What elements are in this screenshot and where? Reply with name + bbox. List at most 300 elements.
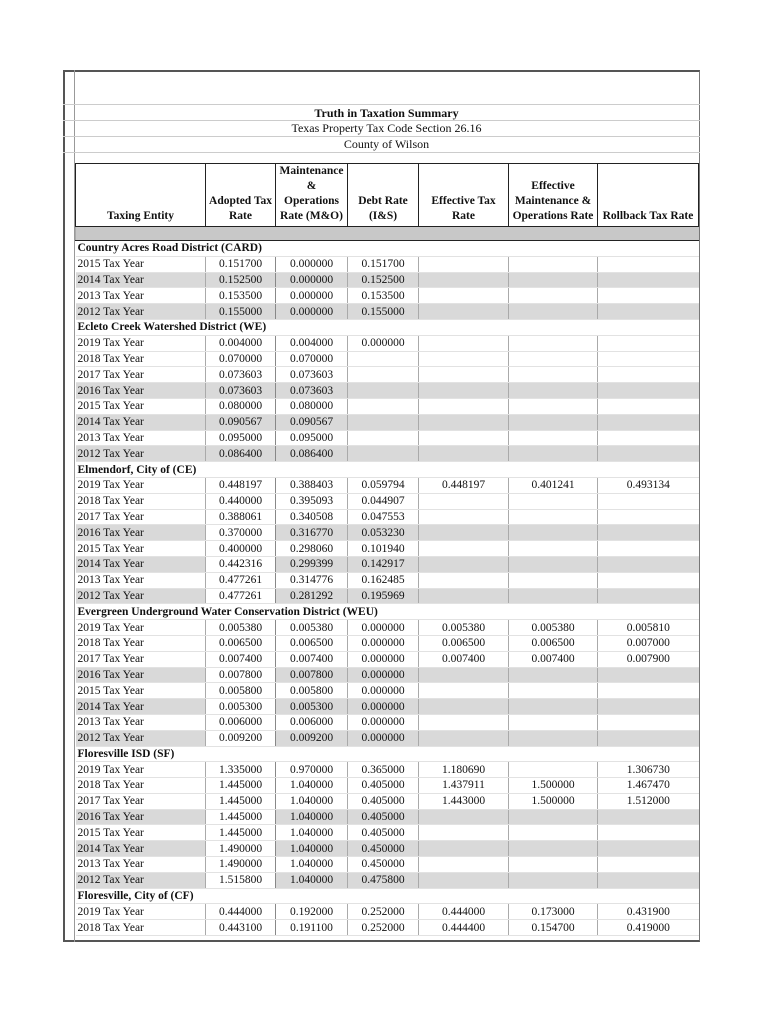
mo-rate-cell: 0.281292 [276, 588, 348, 604]
effective-rate-cell [419, 872, 509, 888]
adopted-rate-cell: 1.445000 [206, 809, 276, 825]
debt-rate-cell: 0.000000 [348, 635, 419, 651]
mo-rate-cell: 0.000000 [276, 256, 348, 272]
tax-year: 2015 Tax Year [76, 256, 206, 272]
table-row [76, 572, 699, 588]
effective-rate-cell: 1.180690 [419, 762, 509, 778]
mo-rate-cell: 0.005380 [276, 620, 348, 636]
debt-rate-cell: 0.152500 [348, 272, 419, 288]
mo-rate-cell: 0.005300 [276, 699, 348, 715]
rollback-rate-cell [598, 809, 699, 825]
effective-mo-rate-cell [509, 335, 598, 351]
effective-mo-rate-cell [509, 398, 598, 414]
rollback-rate-cell [598, 256, 699, 272]
tax-year: 2016 Tax Year [76, 809, 206, 825]
effective-mo-rate-cell: 1.500000 [509, 793, 598, 809]
effective-mo-rate-cell: 0.007400 [509, 651, 598, 667]
effective-rate-cell [419, 304, 509, 320]
tax-year: 2017 Tax Year [76, 793, 206, 809]
section-header [76, 462, 699, 478]
table-row [76, 367, 699, 383]
table-row [76, 256, 699, 272]
adopted-rate-cell: 0.388061 [206, 509, 276, 525]
mo-rate-cell: 0.000000 [276, 288, 348, 304]
table-row [76, 762, 699, 778]
tax-year: 2014 Tax Year [76, 414, 206, 430]
table-row [76, 904, 699, 920]
adopted-rate-cell: 0.007800 [206, 667, 276, 683]
tax-year: 2018 Tax Year [76, 351, 206, 367]
mo-rate-cell: 0.004000 [276, 335, 348, 351]
mo-rate-cell: 1.040000 [276, 809, 348, 825]
debt-rate-cell [348, 383, 419, 399]
table-row [76, 667, 699, 683]
rollback-rate-cell [598, 304, 699, 320]
adopted-rate-cell: 0.442316 [206, 556, 276, 572]
rollback-rate-cell [598, 525, 699, 541]
tax-year: 2015 Tax Year [76, 683, 206, 699]
mo-rate-cell: 0.970000 [276, 762, 348, 778]
effective-rate-cell [419, 857, 509, 873]
effective-rate-cell: 0.007400 [419, 651, 509, 667]
tax-year: 2015 Tax Year [76, 398, 206, 414]
table-row [76, 556, 699, 572]
mo-rate-cell: 1.040000 [276, 857, 348, 873]
rollback-rate-cell [598, 667, 699, 683]
debt-rate-cell: 0.365000 [348, 762, 419, 778]
mo-rate-cell: 0.006000 [276, 714, 348, 730]
tax-year: 2015 Tax Year [76, 825, 206, 841]
rollback-rate-cell: 0.493134 [598, 477, 699, 493]
effective-rate-cell [419, 256, 509, 272]
adopted-rate-cell: 0.400000 [206, 541, 276, 557]
debt-rate-cell: 0.059794 [348, 477, 419, 493]
debt-rate-cell: 0.405000 [348, 825, 419, 841]
tax-year: 2016 Tax Year [76, 667, 206, 683]
tax-year: 2013 Tax Year [76, 288, 206, 304]
tax-year: 2013 Tax Year [76, 714, 206, 730]
debt-rate-cell [348, 430, 419, 446]
effective-rate-cell [419, 430, 509, 446]
tax-year: 2017 Tax Year [76, 367, 206, 383]
debt-rate-cell [348, 351, 419, 367]
rollback-rate-cell [598, 699, 699, 715]
rollback-rate-cell [598, 714, 699, 730]
rollback-rate-cell: 1.467470 [598, 778, 699, 794]
mo-rate-cell: 0.073603 [276, 367, 348, 383]
rollback-rate-cell [598, 430, 699, 446]
table-row [76, 920, 699, 936]
report-subtitle: Texas Property Tax Code Section 26.16 [291, 121, 482, 135]
effective-rate-cell: 0.448197 [419, 477, 509, 493]
effective-mo-rate-cell [509, 446, 598, 462]
table-row [76, 588, 699, 604]
debt-rate-cell: 0.252000 [348, 920, 419, 936]
rollback-rate-cell [598, 509, 699, 525]
tax-year: 2012 Tax Year [76, 304, 206, 320]
adopted-rate-cell: 1.335000 [206, 762, 276, 778]
effective-rate-cell [419, 809, 509, 825]
effective-mo-rate-cell [509, 825, 598, 841]
table-row [76, 620, 699, 636]
effective-rate-cell [419, 683, 509, 699]
table-row [76, 857, 699, 873]
debt-rate-cell: 0.047553 [348, 509, 419, 525]
tax-year: 2019 Tax Year [76, 904, 206, 920]
rollback-rate-cell [598, 683, 699, 699]
debt-rate-cell: 0.101940 [348, 541, 419, 557]
adopted-rate-cell: 0.007400 [206, 651, 276, 667]
rollback-rate-cell: 0.431900 [598, 904, 699, 920]
rollback-rate-cell [598, 872, 699, 888]
mo-rate-cell: 0.007400 [276, 651, 348, 667]
table-row [76, 509, 699, 525]
adopted-rate-cell: 0.009200 [206, 730, 276, 746]
effective-mo-rate-cell [509, 762, 598, 778]
debt-rate-cell: 0.195969 [348, 588, 419, 604]
tax-year: 2019 Tax Year [76, 620, 206, 636]
effective-rate-cell [419, 699, 509, 715]
tax-year: 2016 Tax Year [76, 525, 206, 541]
effective-rate-cell [419, 588, 509, 604]
debt-rate-cell: 0.162485 [348, 572, 419, 588]
effective-rate-cell [419, 730, 509, 746]
debt-rate-cell: 0.151700 [348, 256, 419, 272]
separator-band [76, 227, 699, 241]
tax-year: 2017 Tax Year [76, 651, 206, 667]
effective-mo-rate-cell [509, 351, 598, 367]
table-row [76, 525, 699, 541]
table-row [76, 825, 699, 841]
adopted-rate-cell: 0.440000 [206, 493, 276, 509]
tax-year: 2014 Tax Year [76, 272, 206, 288]
effective-mo-rate-cell [509, 588, 598, 604]
debt-rate-cell: 0.000000 [348, 714, 419, 730]
debt-rate-cell: 0.475800 [348, 872, 419, 888]
rollback-rate-cell [598, 493, 699, 509]
rollback-rate-cell [598, 556, 699, 572]
adopted-rate-cell: 0.006000 [206, 714, 276, 730]
mo-rate-cell: 0.191100 [276, 920, 348, 936]
rollback-rate-cell [598, 841, 699, 857]
effective-mo-rate-cell [509, 383, 598, 399]
section-header [76, 746, 699, 762]
tax-year: 2019 Tax Year [76, 477, 206, 493]
mo-rate-cell: 1.040000 [276, 872, 348, 888]
rollback-rate-cell [598, 730, 699, 746]
tax-rate-table [75, 163, 699, 936]
mo-rate-cell: 0.395093 [276, 493, 348, 509]
effective-mo-rate-cell [509, 667, 598, 683]
adopted-rate-cell: 1.515800 [206, 872, 276, 888]
section-name: Ecleto Creek Watershed District (WE) [76, 319, 699, 335]
effective-rate-cell [419, 414, 509, 430]
debt-rate-cell: 0.405000 [348, 809, 419, 825]
rollback-rate-cell [598, 398, 699, 414]
effective-rate-cell: 0.005380 [419, 620, 509, 636]
effective-mo-rate-cell [509, 256, 598, 272]
adopted-rate-cell: 0.005380 [206, 620, 276, 636]
table-row [76, 351, 699, 367]
mo-rate-cell: 1.040000 [276, 825, 348, 841]
effective-mo-rate-cell: 0.173000 [509, 904, 598, 920]
effective-rate-cell: 0.444400 [419, 920, 509, 936]
rollback-rate-cell [598, 383, 699, 399]
effective-mo-rate-cell [509, 730, 598, 746]
adopted-rate-cell: 0.004000 [206, 335, 276, 351]
tax-year: 2014 Tax Year [76, 699, 206, 715]
mo-rate-cell: 0.000000 [276, 272, 348, 288]
debt-rate-cell [348, 414, 419, 430]
section-name: Elmendorf, City of (CE) [76, 462, 699, 478]
table-row [76, 383, 699, 399]
report-title: Truth in Taxation Summary [314, 106, 459, 120]
effective-mo-rate-cell [509, 809, 598, 825]
effective-rate-cell [419, 509, 509, 525]
section-name: Country Acres Road District (CARD) [76, 241, 699, 257]
mo-rate-cell: 0.007800 [276, 667, 348, 683]
tax-year: 2012 Tax Year [76, 446, 206, 462]
effective-mo-rate-cell [509, 430, 598, 446]
rollback-rate-cell [598, 414, 699, 430]
table-row [76, 793, 699, 809]
tax-year: 2012 Tax Year [76, 588, 206, 604]
tax-year: 2013 Tax Year [76, 857, 206, 873]
table-row [76, 272, 699, 288]
rollback-rate-cell: 0.007000 [598, 635, 699, 651]
mo-rate-cell: 0.073603 [276, 383, 348, 399]
table-row [76, 841, 699, 857]
effective-rate-cell [419, 367, 509, 383]
mo-rate-cell: 1.040000 [276, 793, 348, 809]
debt-rate-cell: 0.000000 [348, 620, 419, 636]
table-row [76, 683, 699, 699]
table-row [76, 477, 699, 493]
effective-rate-cell [419, 841, 509, 857]
debt-rate-cell: 0.044907 [348, 493, 419, 509]
table-row [76, 446, 699, 462]
effective-mo-rate-cell [509, 288, 598, 304]
table-row [76, 699, 699, 715]
header-row [76, 164, 699, 227]
debt-rate-cell: 0.000000 [348, 335, 419, 351]
mo-rate-cell: 0.080000 [276, 398, 348, 414]
effective-mo-rate-cell [509, 857, 598, 873]
adopted-rate-cell: 1.445000 [206, 793, 276, 809]
table-row [76, 651, 699, 667]
debt-rate-cell: 0.405000 [348, 778, 419, 794]
debt-rate-cell: 0.053230 [348, 525, 419, 541]
adopted-rate-cell: 1.445000 [206, 825, 276, 841]
mo-rate-cell: 0.314776 [276, 572, 348, 588]
effective-mo-rate-cell: 0.006500 [509, 635, 598, 651]
adopted-rate-cell: 1.445000 [206, 778, 276, 794]
tax-year: 2012 Tax Year [76, 730, 206, 746]
debt-rate-cell [348, 398, 419, 414]
adopted-rate-cell: 1.490000 [206, 857, 276, 873]
col-rollback-tax-rate: Rollback Tax Rate [598, 164, 699, 227]
rollback-rate-cell [598, 335, 699, 351]
mo-rate-cell: 0.316770 [276, 525, 348, 541]
debt-rate-cell: 0.450000 [348, 841, 419, 857]
col-mo-rate: Maintenance & Operations Rate (M&O) [276, 164, 348, 227]
effective-rate-cell [419, 714, 509, 730]
band-cell [76, 227, 699, 241]
table-row [76, 635, 699, 651]
adopted-rate-cell: 0.095000 [206, 430, 276, 446]
adopted-rate-cell: 0.090567 [206, 414, 276, 430]
adopted-rate-cell: 0.152500 [206, 272, 276, 288]
effective-rate-cell [419, 383, 509, 399]
debt-rate-cell: 0.000000 [348, 683, 419, 699]
effective-mo-rate-cell: 0.005380 [509, 620, 598, 636]
debt-rate-cell: 0.450000 [348, 857, 419, 873]
adopted-rate-cell: 0.073603 [206, 383, 276, 399]
effective-mo-rate-cell: 0.401241 [509, 477, 598, 493]
adopted-rate-cell: 0.005800 [206, 683, 276, 699]
effective-rate-cell [419, 288, 509, 304]
effective-mo-rate-cell [509, 414, 598, 430]
adopted-rate-cell: 0.073603 [206, 367, 276, 383]
effective-mo-rate-cell [509, 541, 598, 557]
mo-rate-cell: 0.298060 [276, 541, 348, 557]
tax-year: 2014 Tax Year [76, 556, 206, 572]
mo-rate-cell: 0.000000 [276, 304, 348, 320]
debt-rate-cell [348, 367, 419, 383]
adopted-rate-cell: 0.477261 [206, 588, 276, 604]
debt-rate-cell: 0.252000 [348, 904, 419, 920]
debt-rate-cell: 0.000000 [348, 699, 419, 715]
rollback-rate-cell: 1.512000 [598, 793, 699, 809]
effective-mo-rate-cell [509, 509, 598, 525]
effective-mo-rate-cell [509, 683, 598, 699]
adopted-rate-cell: 0.444000 [206, 904, 276, 920]
mo-rate-cell: 0.009200 [276, 730, 348, 746]
debt-rate-cell [348, 446, 419, 462]
effective-rate-cell [419, 541, 509, 557]
debt-rate-cell: 0.000000 [348, 730, 419, 746]
section-header [76, 241, 699, 257]
effective-rate-cell [419, 493, 509, 509]
tax-year: 2018 Tax Year [76, 635, 206, 651]
tax-year: 2018 Tax Year [76, 493, 206, 509]
tax-year: 2019 Tax Year [76, 335, 206, 351]
section-name: Floresville ISD (SF) [76, 746, 699, 762]
adopted-rate-cell: 0.005300 [206, 699, 276, 715]
adopted-rate-cell: 0.448197 [206, 477, 276, 493]
mo-rate-cell: 0.095000 [276, 430, 348, 446]
effective-mo-rate-cell [509, 872, 598, 888]
effective-rate-cell [419, 398, 509, 414]
table-row [76, 809, 699, 825]
effective-rate-cell [419, 667, 509, 683]
mo-rate-cell: 0.388403 [276, 477, 348, 493]
rollback-rate-cell [598, 351, 699, 367]
effective-mo-rate-cell: 0.154700 [509, 920, 598, 936]
effective-mo-rate-cell [509, 572, 598, 588]
adopted-rate-cell: 0.443100 [206, 920, 276, 936]
table-row [76, 714, 699, 730]
tax-year: 2013 Tax Year [76, 430, 206, 446]
table-row [76, 335, 699, 351]
effective-mo-rate-cell [509, 699, 598, 715]
tax-year: 2015 Tax Year [76, 541, 206, 557]
section-name: Floresville, City of (CF) [76, 888, 699, 904]
tax-year: 2018 Tax Year [76, 778, 206, 794]
mo-rate-cell: 1.040000 [276, 778, 348, 794]
effective-rate-cell: 1.443000 [419, 793, 509, 809]
mo-rate-cell: 0.192000 [276, 904, 348, 920]
effective-rate-cell [419, 525, 509, 541]
mo-rate-cell: 0.006500 [276, 635, 348, 651]
tax-year: 2018 Tax Year [76, 920, 206, 936]
mo-rate-cell: 0.340508 [276, 509, 348, 525]
debt-rate-cell: 0.155000 [348, 304, 419, 320]
adopted-rate-cell: 0.006500 [206, 635, 276, 651]
col-effective-tax-rate: Effective Tax Rate [419, 164, 509, 227]
mo-rate-cell: 1.040000 [276, 841, 348, 857]
section-header [76, 888, 699, 904]
mo-rate-cell: 0.086400 [276, 446, 348, 462]
table-row [76, 430, 699, 446]
effective-mo-rate-cell [509, 367, 598, 383]
effective-rate-cell: 1.437911 [419, 778, 509, 794]
tax-year: 2019 Tax Year [76, 762, 206, 778]
effective-mo-rate-cell [509, 841, 598, 857]
adopted-rate-cell: 0.153500 [206, 288, 276, 304]
col-debt-rate: Debt Rate (I&S) [348, 164, 419, 227]
effective-rate-cell [419, 572, 509, 588]
mo-rate-cell: 0.005800 [276, 683, 348, 699]
adopted-rate-cell: 0.155000 [206, 304, 276, 320]
rollback-rate-cell: 0.005810 [598, 620, 699, 636]
table-row [76, 414, 699, 430]
tax-year: 2016 Tax Year [76, 383, 206, 399]
adopted-rate-cell: 0.080000 [206, 398, 276, 414]
mo-rate-cell: 0.070000 [276, 351, 348, 367]
rollback-rate-cell [598, 446, 699, 462]
effective-mo-rate-cell [509, 556, 598, 572]
effective-rate-cell [419, 351, 509, 367]
rollback-rate-cell [598, 367, 699, 383]
effective-rate-cell [419, 272, 509, 288]
section-header [76, 604, 699, 620]
rollback-rate-cell [598, 825, 699, 841]
mo-rate-cell: 0.090567 [276, 414, 348, 430]
adopted-rate-cell: 0.086400 [206, 446, 276, 462]
col-adopted-tax-rate: Adopted Tax Rate [206, 164, 276, 227]
effective-mo-rate-cell [509, 714, 598, 730]
effective-rate-cell [419, 825, 509, 841]
table-row [76, 304, 699, 320]
debt-rate-cell: 0.153500 [348, 288, 419, 304]
adopted-rate-cell: 0.370000 [206, 525, 276, 541]
debt-rate-cell: 0.000000 [348, 667, 419, 683]
rollback-rate-cell: 1.306730 [598, 762, 699, 778]
table-row [76, 493, 699, 509]
table-row [76, 778, 699, 794]
tax-year: 2017 Tax Year [76, 509, 206, 525]
rollback-rate-cell [598, 288, 699, 304]
adopted-rate-cell: 0.477261 [206, 572, 276, 588]
rollback-rate-cell [598, 572, 699, 588]
col-effective-mo-rate: Effective Maintenance & Operations Rate [509, 164, 598, 227]
effective-rate-cell [419, 335, 509, 351]
section-header [76, 319, 699, 335]
effective-mo-rate-cell [509, 272, 598, 288]
county-name: County of Wilson [343, 137, 430, 151]
effective-mo-rate-cell [509, 493, 598, 509]
